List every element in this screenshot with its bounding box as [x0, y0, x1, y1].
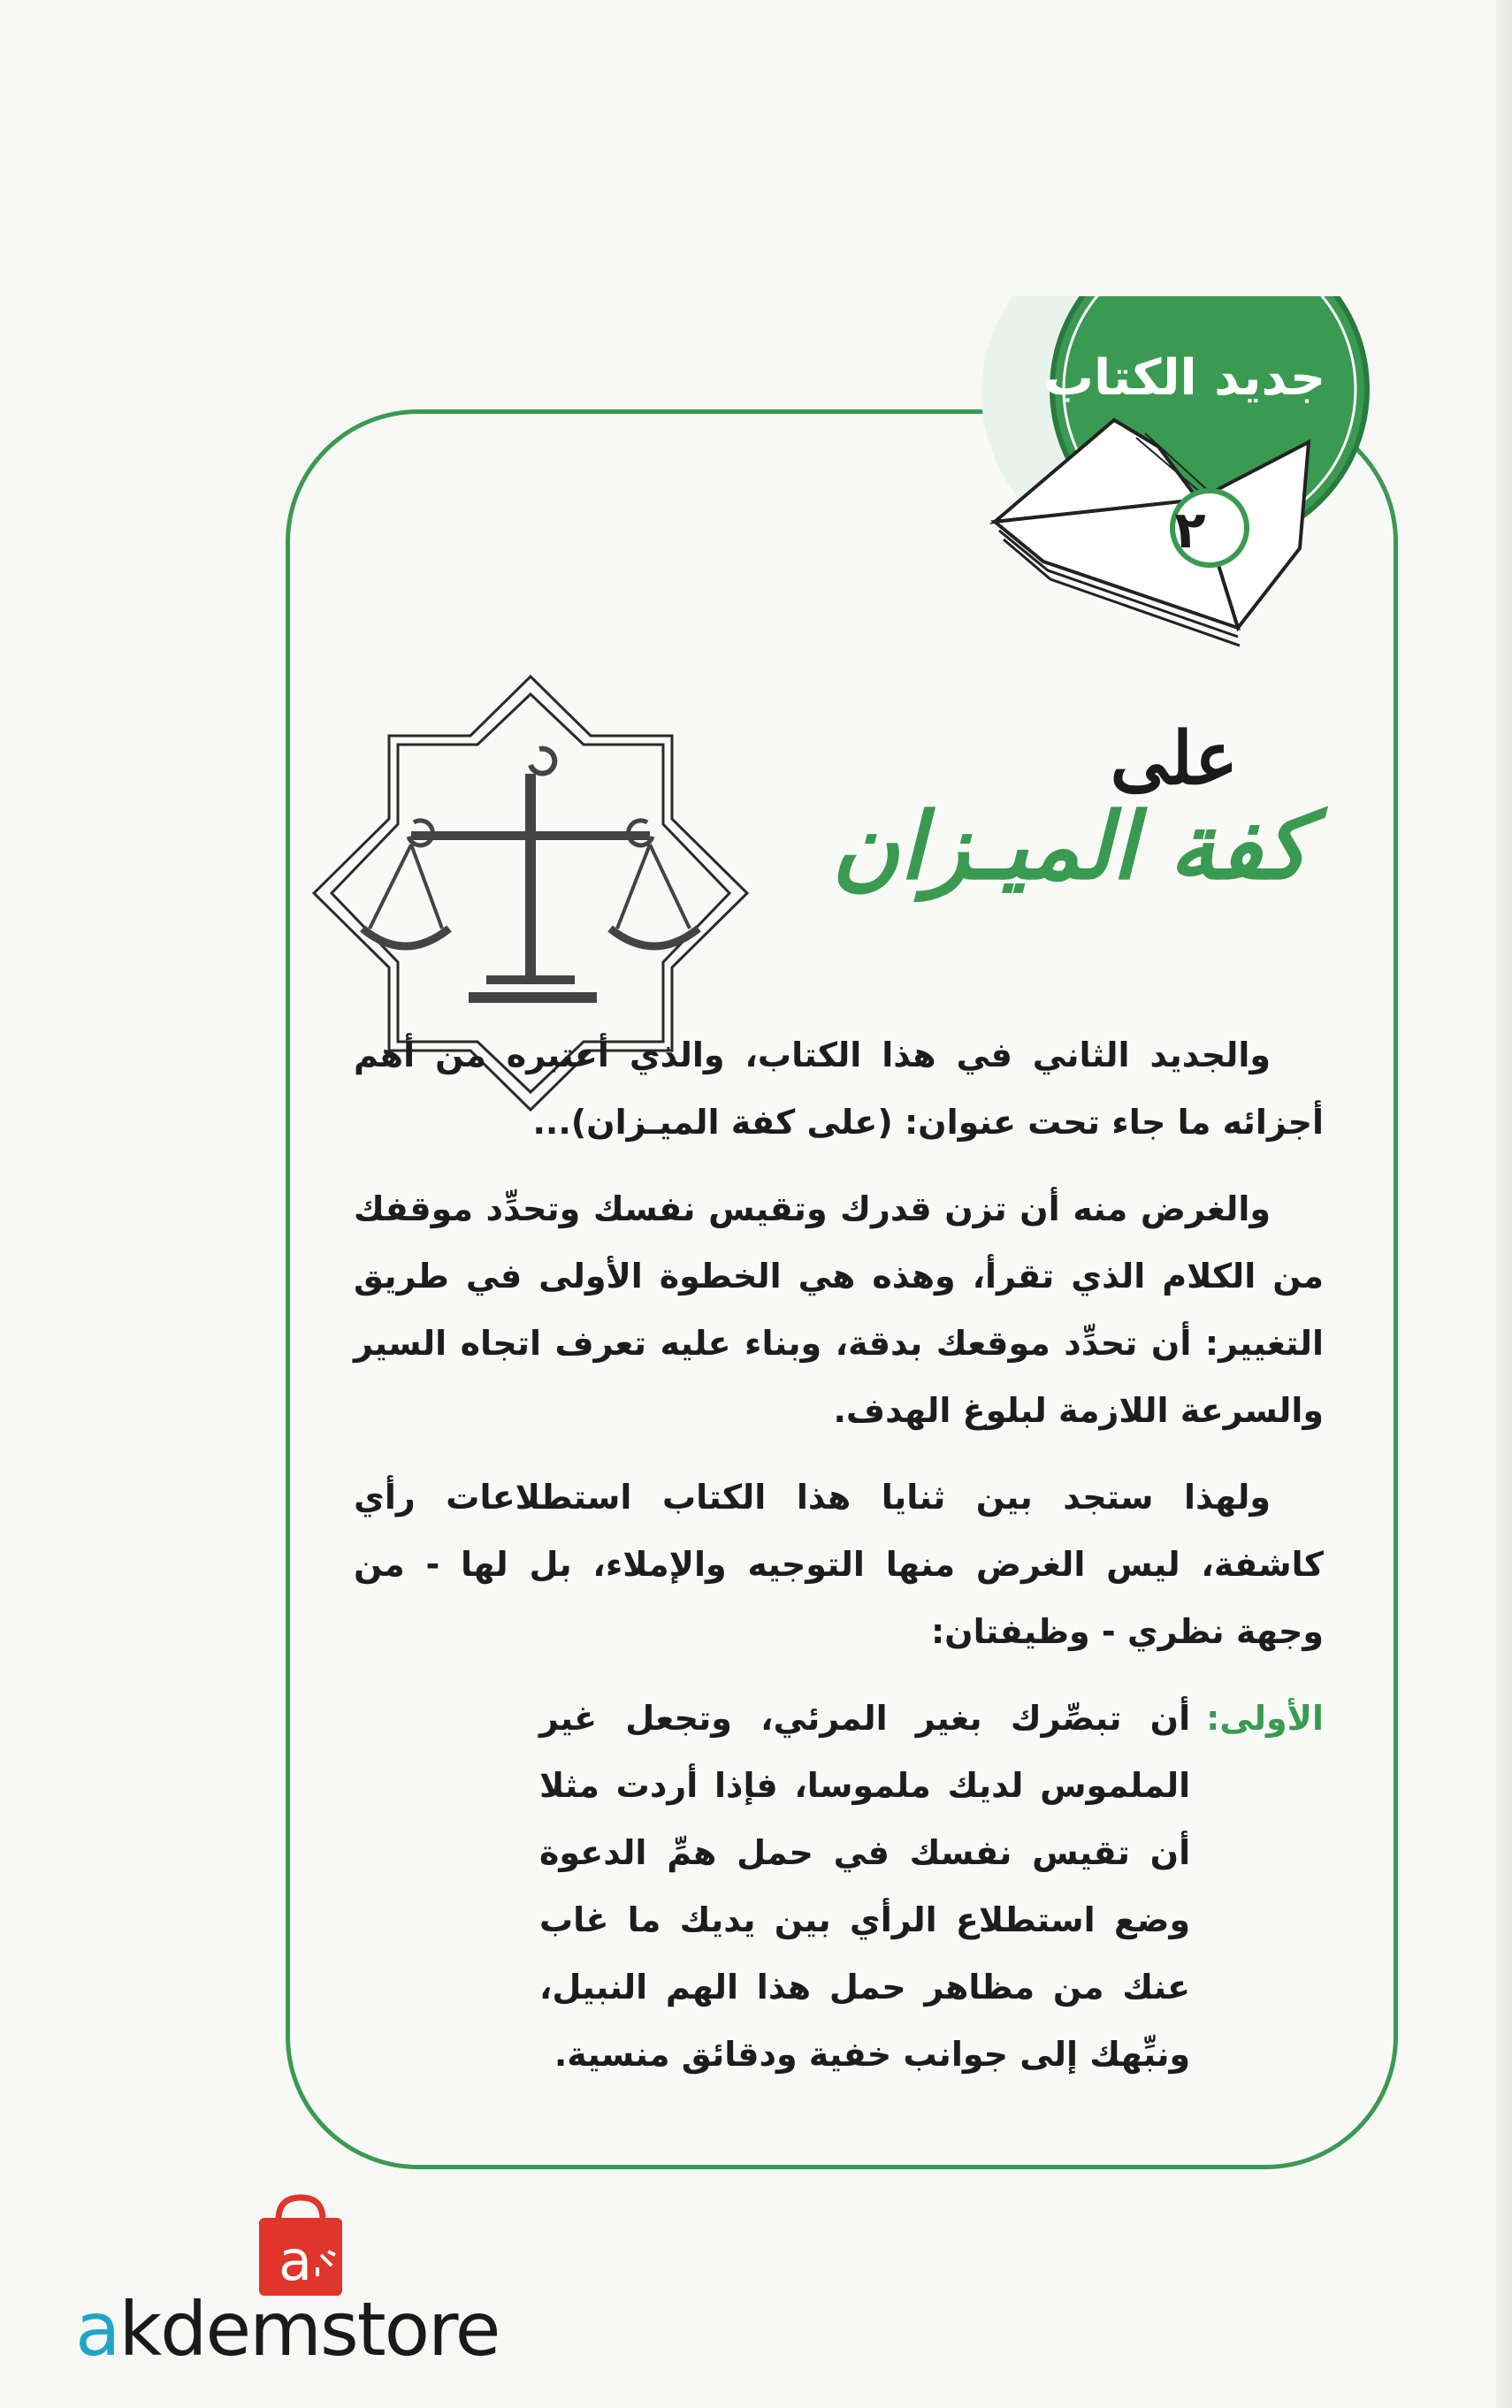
watermark-logo-text: [75, 2286, 553, 2373]
paragraph-1: والجديد الثاني في هذا الكتاب، والذي أعتبره من أهم أجزائه ما جاء تحت عنوان: (على كفة الميـزان)...: [354, 1036, 1324, 1142]
scales-of-justice-icon: [363, 749, 699, 998]
first-point-label: الأولى:: [1206, 1699, 1324, 1738]
page-edge-shadow: [1496, 0, 1512, 2408]
badge-title: جديد الكتاب: [1043, 349, 1326, 407]
logo-rest-letters: kdemstore: [118, 2286, 500, 2373]
heading-line-1: على: [1110, 716, 1238, 801]
bag-letter: a: [279, 2228, 312, 2293]
body-text: [354, 1021, 1324, 2107]
paragraph-3: ولهذا ستجد بين ثنايا هذا الكتاب استطلاعات رأي كاشفة، ليس الغرض منها التوجيه والإملاء، بل لها - من وجهة نظري - وظيفتان:: [354, 1478, 1324, 1651]
first-point-text: أن تبصِّرك بغير المرئي، وتجعل غير الملموس لديك ملموسا، فإذا أردت مثلا أن تقيس نفسك في حمل همِّ الدعوة وضع استطلاع الرأي بين يديك ما غاب عنك من مظاهر حمل هذا الهم النبيل، ونبِّهك إلى جوانب خفية ودقائق منسية.: [539, 1699, 1191, 2074]
first-point: [354, 1685, 1324, 2088]
logo-first-letter: a: [75, 2286, 119, 2373]
badge-number: ٢: [1174, 500, 1206, 560]
heading-line-2: كفة الميـزان: [831, 791, 1309, 900]
watermark-logo-text-value: [75, 2286, 499, 2373]
shopping-bag-logo-icon: [252, 2193, 349, 2299]
paragraph-2: والغرض منه أن تزن قدرك وتقيس نفسك وتحدِّد موقفك من الكلام الذي تقرأ، وهذه هي الخطوة الأولى في طريق التغيير: أن تحدِّد موقعك بدقة، وبناء عليه تعرف اتجاه السير والسرعة اللازمة لبلوغ الهدف.: [354, 1189, 1324, 1430]
